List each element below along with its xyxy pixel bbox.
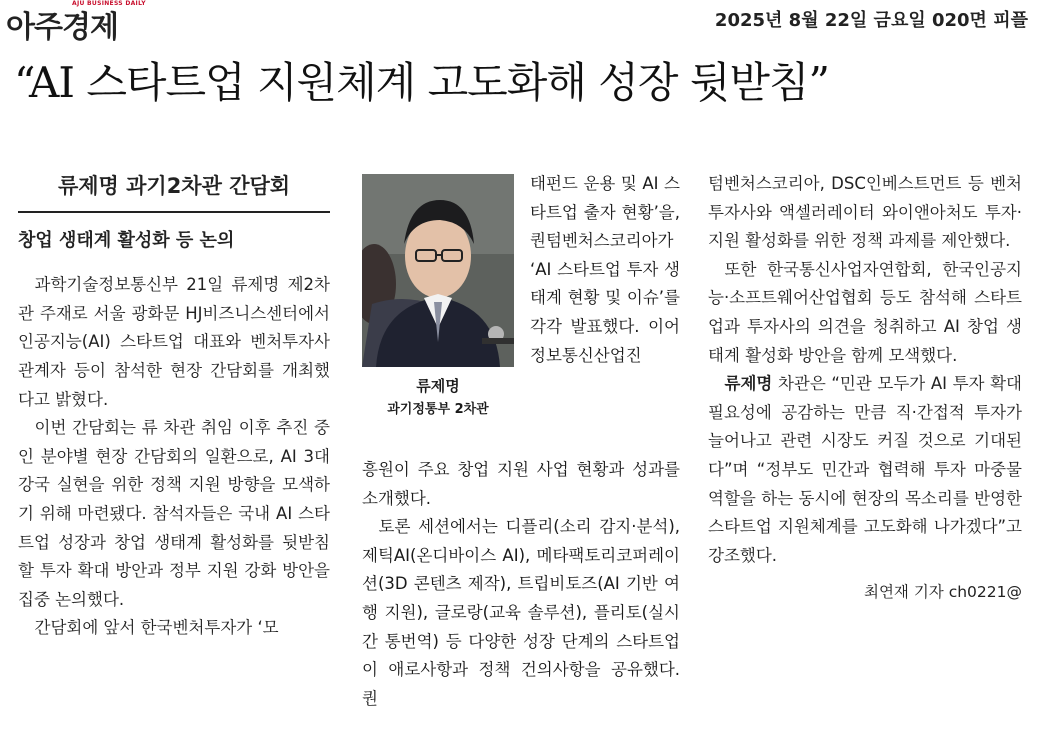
subhead-box — [18, 170, 330, 255]
dateline: 2025년 8월 22일 금요일 020면 피플 — [714, 10, 1028, 31]
article-column-3 — [708, 170, 1022, 607]
masthead-logo — [6, 0, 156, 45]
byline: 최연재 기자 ch0221@ — [863, 583, 1022, 602]
paragraph: 간담회에 앞서 한국벤처투자가 ‘모 — [34, 618, 279, 638]
paragraph: 텀벤처스코리아, DSC인베스트먼트 등 벤처투자사와 액셀러레이터 와이앤아처도 투자·지원 활성화를 위한 정책 과제를 제안했다. — [708, 174, 1022, 251]
paragraph: 또한 한국통신사업자연합회, 한국인공지능·소프트웨어산업협회 등도 참석해 스타트업과 투자사의 의견을 청취하고 AI 창업 생태계 활성화 방안을 함께 모색했다. — [708, 259, 1022, 365]
logo-tagline: AJU BUSINESS DAILY — [72, 0, 146, 7]
paragraph: 흥원이 주요 창업 지원 사업 현황과 성과를 소개했다. — [362, 460, 680, 508]
subhead-secondary: 창업 생태계 활성화 등 논의 — [18, 229, 235, 251]
speaker-name: 류제명 — [724, 374, 773, 394]
quote-paragraph — [708, 370, 1022, 570]
paragraph: 태펀드 운용 및 AI 스타트업 출자 현황’을, 퀀텀벤처스코리아가 ‘AI 스타트업 투자 생태계 현황 및 이슈’를 각각 발표했다. 이어 정보통신산업진 — [530, 174, 680, 365]
portrait-photo — [362, 174, 514, 367]
article-column-2-top — [530, 170, 680, 370]
paragraph: 과학기술정보통신부 21일 류제명 제2차관 주재로 서울 광화문 HJ비즈니스센터에서 인공지능(AI) 스타트업 대표와 벤처투자사 관계자 등이 참석한 현장 간담회를 개최했다고 밝혔다. — [18, 275, 330, 409]
photo-block — [362, 174, 514, 417]
caption-role: 과기정통부 2차관 — [387, 402, 489, 417]
article-column-1 — [18, 170, 330, 643]
quote-text: 차관은 “민관 모두가 AI 투자 확대 필요성에 공감하는 만큼 직·간접적 투자가 늘어나고 관련 시장도 커질 것으로 기대된다”며 “정부도 민간과 협력해 투자 마중물 역할을 하는 동시에 현장의 목소리를 반영한 스타트업 지원체계를 고도화해 나가겠다”고 강조했다. — [708, 374, 1022, 565]
photo-caption — [362, 375, 514, 417]
paragraph: 토론 세션에서는 디플리(소리 감지·분석), 제틱AI(온디바이스 AI), 메타팩토리코퍼레이션(3D 콘텐츠 제작), 트립비토즈(AI 기반 여행 지원), 글로랑(교육 솔루션), 플리토(실시간 통번역) 등 다양한 성장 단계의 스타트업이 애로사항과 정책 건의사항을 공유했다. 퀀 — [362, 517, 680, 708]
subhead-primary: 류제명 과기2차관 간담회 — [18, 170, 330, 213]
paragraph: 이번 간담회는 류 차관 취임 이후 추진 중인 분야별 현장 간담회의 일환으로, AI 3대 강국 실현을 위한 정책 지원 방향을 모색하기 위해 마련됐다. 참석자들은 국내 AI 스타트업 성장과 창업 생태계 활성화를 뒷받침할 투자 확대 방안과 정부 지원 강화 방안을 집중 논의했다. — [18, 418, 330, 609]
caption-name: 류제명 — [416, 377, 460, 395]
headline: “AI 스타트업 지원체계 고도화해 성장 뒷받침” — [14, 58, 829, 107]
article-column-2-bottom — [362, 456, 680, 713]
portrait-illustration — [362, 174, 514, 367]
logo-name: 아주경제 — [6, 10, 118, 45]
